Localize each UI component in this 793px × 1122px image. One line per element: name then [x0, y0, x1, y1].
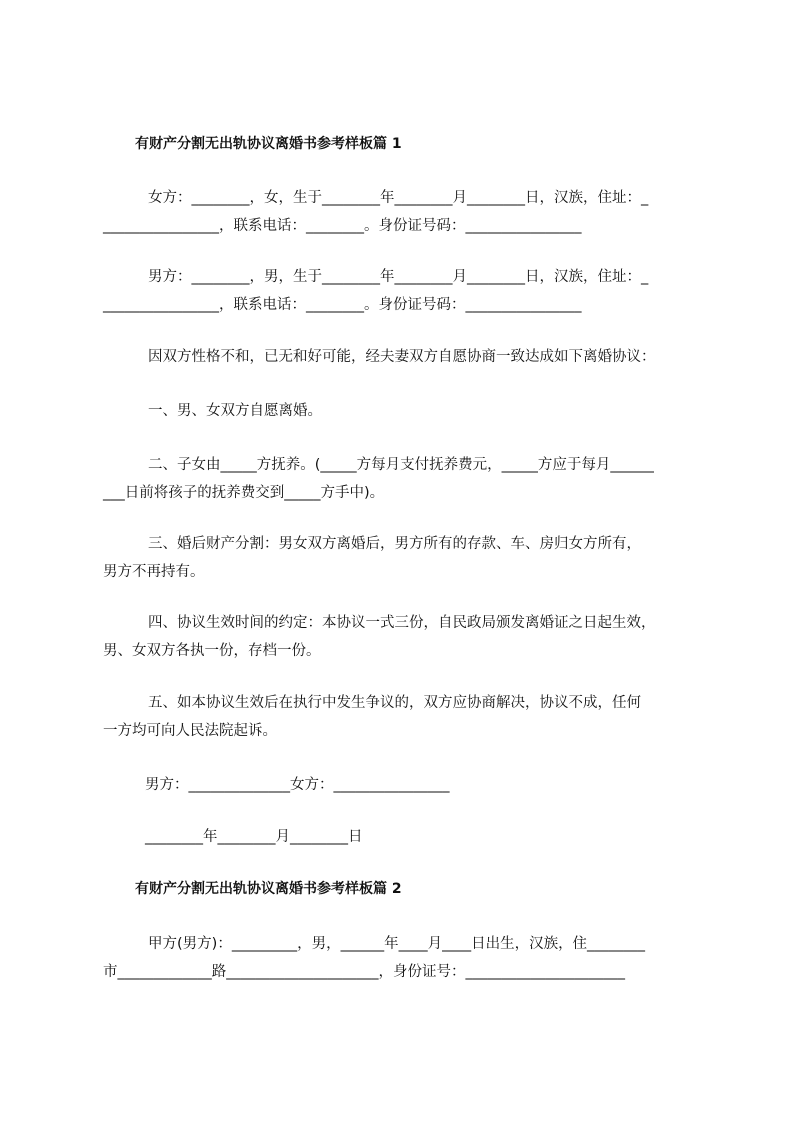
signature-line: 男方：______________女方：________________	[145, 777, 450, 793]
clause-2-line-1: 二、子女由_____方抚养。(_____方每月支付抚养费元，_____方应于每月______	[148, 457, 654, 473]
section-1-title: 有财产分割无出轨协议离婚书参考样板篇 1	[135, 136, 402, 152]
clause-2-line-2: ___日前将孩子的抚养费交到_____方手中)。	[103, 485, 385, 501]
female-party-line-1: 女方：________，女，生于________年________月________日，汉族，住址：_	[148, 190, 649, 206]
female-party-line-2: ________________，联系电话：________。身份证号码：________________	[103, 218, 582, 234]
clause-4-line-2: 男、女双方各执一份，存档一份。	[103, 643, 321, 659]
clause-5-line-1: 五、如本协议生效后在执行中发生争议的，双方应协商解决，协议不成，任何	[148, 695, 641, 711]
party-a-line-2: 市_____________路_____________________，身份证号：______________________	[103, 964, 625, 980]
male-party-line-2: ________________，联系电话：________。身份证号码：________________	[103, 297, 582, 313]
male-party-line-1: 男方：________，男，生于________年________月________日，汉族，住址：_	[148, 269, 649, 285]
party-a-line-1: 甲方(男方)：_________，男，______年____月____日出生，汉族，住________	[148, 936, 646, 952]
section-2-title: 有财产分割无出轨协议离婚书参考样板篇 2	[135, 881, 402, 897]
clause-1: 一、男、女双方自愿离婚。	[148, 403, 322, 419]
clause-5-line-2: 一方均可向人民法院起诉。	[103, 723, 277, 739]
agreement-intro: 因双方性格不和，已无和好可能，经夫妻双方自愿协商一致达成如下离婚协议：	[148, 349, 656, 365]
clause-3-line-2: 男方不再持有。	[103, 564, 205, 580]
date-line: ________年________月________日	[145, 829, 363, 845]
clause-3-line-1: 三、婚后财产分割：男女双方离婚后，男方所有的存款、车、房归女方所有，	[148, 536, 641, 552]
clause-4-line-1: 四、协议生效时间的约定：本协议一式三份，自民政局颁发离婚证之日起生效，	[148, 615, 656, 631]
